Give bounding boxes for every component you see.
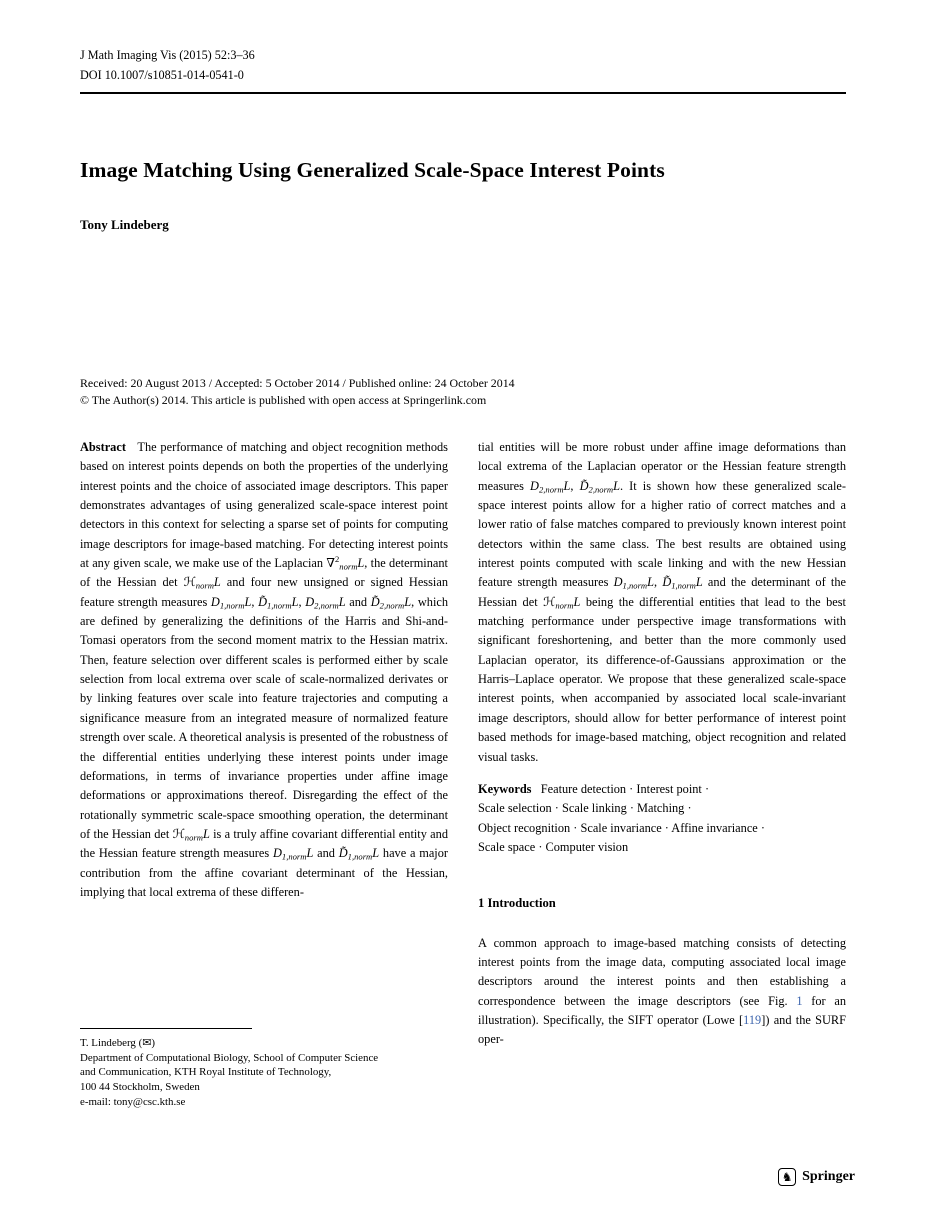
figure-1-link[interactable]: 1: [796, 993, 803, 1008]
publisher-name: Springer: [802, 1169, 855, 1184]
copyright-line: © The Author(s) 2014. This article is published with open access at Springerlink.com: [80, 393, 487, 408]
reference-119-link[interactable]: 119: [743, 1012, 762, 1027]
introduction-paragraph: A common approach to image-based matching consists of detecting interest points from the image data, computing associated local image descriptors around the interest points and then establishing a correspondence between the image descriptors (see Fig. 1 for an illustration). Specifically, the SIFT operator (Lowe [119]) and the SURF oper-: [478, 935, 846, 1047]
header-rule: [80, 92, 846, 94]
abstract-paragraph-left: Abstract The performance of matching and object recognition methods based on interest points depends on both the properties of the underlying interest points and the choice of associated image descriptors. This paper demonstrates advantages of using generalized scale-space interest point detectors in this context for selecting a sparse set of points for computing image descriptors for image-based matching. For detecting interest points at any given scale, we make use of the Laplacian ∇$^2_{norm}$L, the determinant of the Hessian det ℋ$_{norm}$L and four new unsigned or signed Hessian feature strength measures $D_{1,norm}L$, $D̃_{1,norm}L$, $D_{2,norm}L$ and $D̃_{2,norm}L$, which are defined by generalizing the definitions of the Harris and Shi-and-Tomasi operators from the second moment matrix to the Hessian matrix. Then, feature selection over different scales is performed either by scale selection from local extrema over scale of scale-normalized derivates or by linking features over scale into feature trajectories and computing a significance measure from an integrated measure of normalized feature strength over scale. A theoretical analysis is presented of the robustness of the differential entities underlying these interest points under image deformations, in terms of invariance properties under affine image deformations or approximations thereof. Disregarding the effect of the rotationally symmetric scale-space smoothing operation, the determinant of the Hessian det ℋ$_{norm}$L is a truly affine covariant differential entity and the Hessian feature strength measures $D_{1,norm}L$ and $D̃_{1,norm}L$ have a major contribution from the affine covariant determinant of the Hessian, implying that local extrema of these differen-: [80, 440, 449, 899]
journal-header: [80, 46, 255, 85]
correspondence-footnote: [80, 1028, 448, 1110]
left-column: [80, 438, 448, 1050]
corresponding-author-line: T. Lindeberg (✉): [80, 1037, 155, 1049]
publisher-footer: [778, 1168, 855, 1186]
received-accepted-line: Received: 20 August 2013 / Accepted: 5 October 2014 / Published online: 24 October 2014: [80, 376, 515, 390]
section-heading-introduction: 1 Introduction: [478, 896, 556, 911]
email-line: e-mail: tony@csc.kth.se: [80, 1095, 186, 1108]
keywords-block: Keywords Feature detection · Interest point · Scale selection · Scale linking · Matching · Object recognition · Scale invariance · Affine invariance · Scale space · Computer vision: [478, 781, 765, 854]
journal-citation: J Math Imaging Vis (2015) 52:3–36: [80, 48, 255, 62]
springer-logo-icon: ♞: [778, 1168, 796, 1186]
footnote-rule: [80, 1028, 252, 1029]
right-column: [478, 438, 846, 1050]
publication-history: [80, 375, 515, 410]
abstract-paragraph-right: tial entities will be more robust under affine image deformations than local extrema of the Laplacian operator or the Hessian feature strength measures $D_{2,norm}L$, $D̃_{2,norm}L$. It is shown how these generalized scale-space interest points allow for a higher ratio of correct matches and a lower ratio of false matches compared to previously known interest point detectors within the same class. The best results are obtained using interest points computed with scale linking and with the new Hessian feature strength measures $D_{1,norm}L$, $D̃_{1,norm}L$ and the determinant of the Hessian det ℋ$_{norm}$L being the differential entities that lead to the best matching performance under perspective image transformations with significant foreshortening, and better than the more commonly used Laplacian operator, its difference-of-Gaussians approximation or the Harris–Laplace operator. We propose that these generalized scale-space interest points, when accompanied by associated local scale-invariant image descriptors, should allow for better performance of interest point based methods for image-based matching, object recognition and related visual tasks.: [478, 440, 847, 764]
article-title: Image Matching Using Generalized Scale-Space Interest Points: [80, 158, 665, 182]
two-column-body: [80, 438, 846, 1050]
doi-line: DOI 10.1007/s10851-014-0541-0: [80, 67, 244, 82]
affiliation-line: Department of Computational Biology, School of Computer Science: [80, 1051, 379, 1064]
affiliation-line: 100 44 Stockholm, Sweden: [80, 1081, 200, 1094]
author-name: Tony Lindeberg: [80, 217, 169, 232]
affiliation-line: and Communication, KTH Royal Institute of Technology,: [80, 1066, 332, 1079]
